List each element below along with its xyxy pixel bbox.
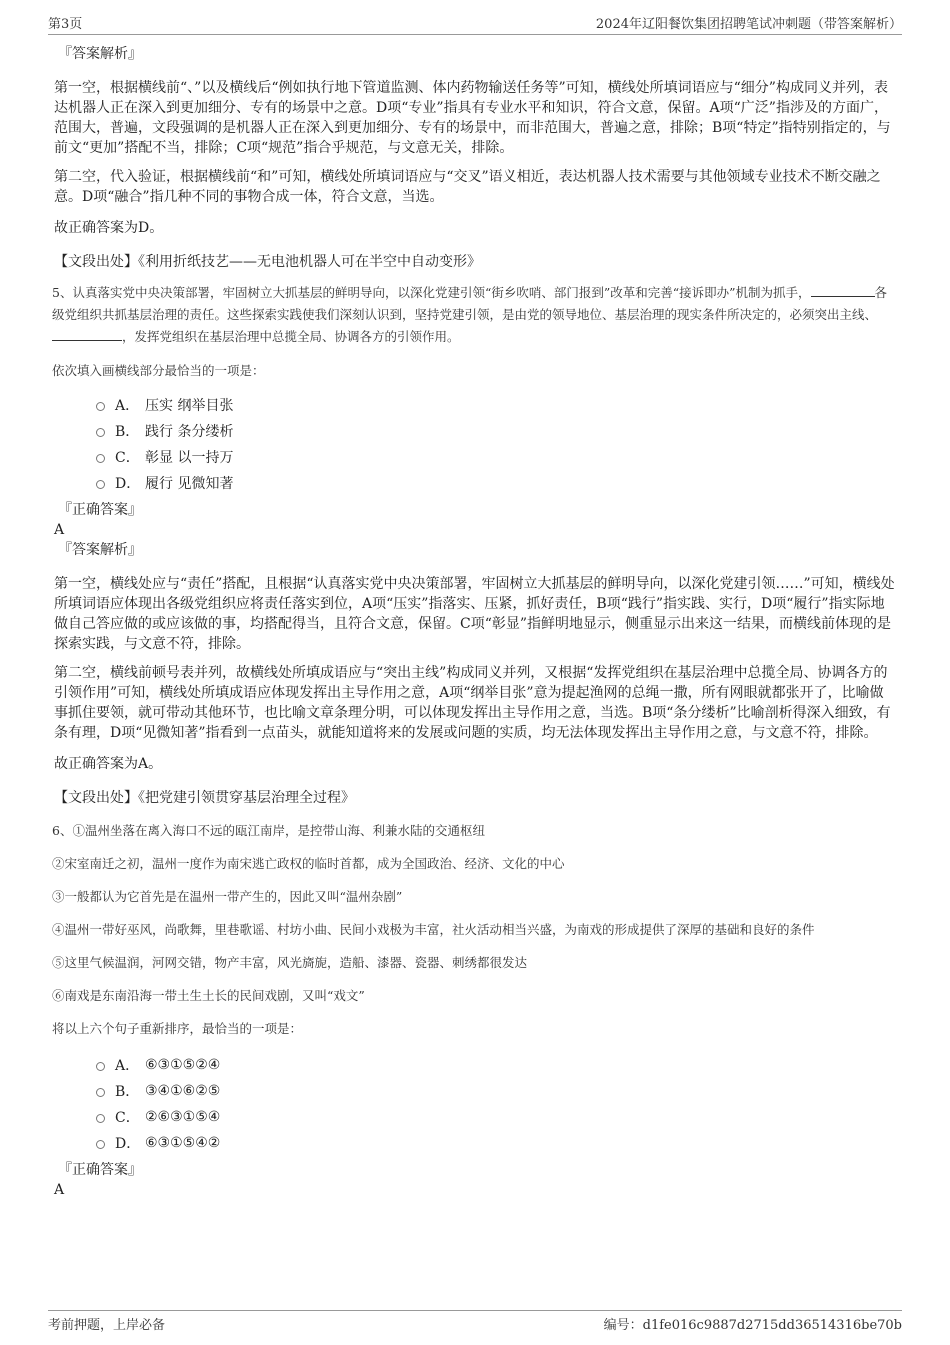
q5-stem-part1: 5、认真落实党中央决策部署，牢固树立大抓基层的鲜明导向，以深化党建引领“街乡吹哨、部门报到”改革和完善“接诉即办”机制为抓手， [52,285,811,300]
q5-analysis-para1: 第一空，横线处应与“责任”搭配，且根据“认真落实党中央决策部署，牢固树立大抓基层的鲜明导向，以深化党建引领……”可知，横线处所填词语应体现出各级党组织应将责任落实到位，A项“压实”指落实、压紧，抓好责任，B项“践行”指实践、实行，D项“履行”指实际地做自己答应做的或应该做的事，均搭配得当，且符合文意，保留。C项“彰显”指鲜明地显示，侧重显示出来这一结果，而横线前体现的是探索实践，与文意不符，排除。 [54,576,895,652]
q5-stem-part2: 各级党组织共抓基层治理的责任。这些探索实践使我们深刻认识到，坚持党建引领，是由党的领导地位、基层治理的现实条件所决定的，必须突出主线、 [52,285,888,322]
page-footer [48,1310,902,1333]
radio-icon[interactable] [96,1114,105,1123]
q5-source: 【文段出处】《把党建引领贯穿基层治理全过程》 [54,790,355,806]
footer-document-id: 编号：d1fe016c9887d2715dd36514316be70b [603,1318,902,1333]
q6-answer: A [54,1182,65,1198]
q4-analysis-para1: 第一空，根据横线前“、”以及横线后“例如执行地下管道监测、体内药物输送任务等”可知，横线处所填词语应与“细分”构成同义并列，表达机器人正在深入到更加细分、专有的场景中之意。D项“专业”指具有专业水平和知识，符合文意，保留。A项“广泛”指涉及的方面广，范围大，普遍，文段强调的是机器人正在深入到更加细分、专有的场景中，而非范围大，普遍之意，排除；B项“特定”指特别指定的，与前文“更加”搭配不当，排除；C项“规范”指合乎规范，与文意无关，排除。 [54,80,891,156]
q5-option-a[interactable]: A． 压实 纲举目张 [96,392,896,418]
q4-source: 【文段出处】《利用折纸技艺——无电池机器人可在半空中自动变形》 [54,254,481,270]
page-number: 第3页 [48,17,83,32]
q5-stem [52,282,896,348]
radio-icon[interactable] [96,1062,105,1071]
radio-icon[interactable] [96,1088,105,1097]
question-5 [54,282,896,808]
q5-instruction: 依次填入画横线部分最恰当的一项是： [52,363,265,378]
footer-slogan: 考前押题，上岸必备 [48,1318,166,1333]
q5-blank-2 [52,328,122,341]
q4-analysis-label: 『答案解析』 [58,46,142,62]
q5-option-c[interactable]: C． 彰显 以一持万 [96,444,896,470]
q5-answer: A [54,522,65,538]
q5-blank-1 [811,284,875,297]
q6-instruction: 将以上六个句子重新排序，最恰当的一项是： [52,1021,303,1036]
q5-option-d[interactable]: D． 履行 见微知著 [96,470,896,496]
radio-icon[interactable] [96,1140,105,1149]
q6-sentence-4: ④温州一带好巫风，尚歌舞，里巷歌谣、村坊小曲、民间小戏极为丰富，社火活动相当兴盛，为南戏的形成提供了深厚的基础和良好的条件 [52,922,815,937]
q6-sentence-1: 6、①温州坐落在离入海口不远的瓯江南岸，是控带山海、利兼水陆的交通枢纽 [52,823,485,838]
q6-options [96,1052,896,1156]
q5-conclusion: 故正确答案为A。 [54,756,163,772]
q6-sentence-3: ③一般都认为它首先是在温州一带产生的，因此又叫“温州杂剧” [52,889,403,904]
q6-option-d[interactable]: D． ⑥③①⑤④② [96,1130,896,1156]
q6-sentence-5: ⑤这里气候温润，河网交错，物产丰富，风光旖旎，造船、漆器、瓷器、刺绣都很发达 [52,955,528,970]
radio-icon[interactable] [96,480,105,489]
document-title: 2024年辽阳餐饮集团招聘笔试冲刺题（带答案解析） [595,17,902,32]
q4-analysis-para2: 第二空，代入验证，根据横线前“和”可知，横线处所填词语应与“交叉”语义相近，表达机器人技术需要与其他领域专业技术不断交融之意。D项“融合”指几种不同的事物合成一体，符合文意，当选。 [54,169,881,205]
q5-answer-label: 『正确答案』 [58,502,142,518]
q6-sentence-6: ⑥南戏是东南沿海一带土生土长的民间戏剧，又叫“戏文” [52,988,365,1003]
radio-icon[interactable] [96,428,105,437]
q6-sentence-2: ②宋室南迁之初，温州一度作为南宋逃亡政权的临时首都，成为全国政治、经济、文化的中心 [52,856,565,871]
question-6 [54,820,896,1200]
q5-analysis-label: 『答案解析』 [58,542,142,558]
q5-analysis-para2: 第二空，横线前顿号表并列，故横线处所填成语应与“突出主线”构成同义并列，又根据“发挥党组织在基层治理中总揽全局、协调各方的引领作用”可知，横线处所填成语应体现发挥出主导作用之意，A项“纲举目张”意为提起渔网的总绳一撒，所有网眼就都张开了，比喻做事抓住要领，就可带动其他环节，也比喻文章条理分明，可以体现发挥出主导作用之意，当选。B项“条分缕析”比喻剖析得深入细致，有条有理，D项“见微知著”指看到一点苗头，就能知道将来的发展或问题的实质，均无法体现发挥出主导作用之意，与文意不符，排除。 [54,665,891,741]
q5-stem-part3: ，发挥党组织在基层治理中总揽全局、协调各方的引领作用。 [122,329,460,344]
q5-options [96,392,896,496]
q6-option-b[interactable]: B． ③④①⑥②⑤ [96,1078,896,1104]
q6-option-a[interactable]: A． ⑥③①⑤②④ [96,1052,896,1078]
radio-icon[interactable] [96,454,105,463]
page-header [48,10,902,35]
q6-option-c[interactable]: C． ②⑥③①⑤④ [96,1104,896,1130]
q6-answer-label: 『正确答案』 [58,1162,142,1178]
q4-conclusion: 故正确答案为D。 [54,220,164,236]
q5-option-b[interactable]: B． 践行 条分缕析 [96,418,896,444]
radio-icon[interactable] [96,402,105,411]
page-content [54,44,896,1200]
